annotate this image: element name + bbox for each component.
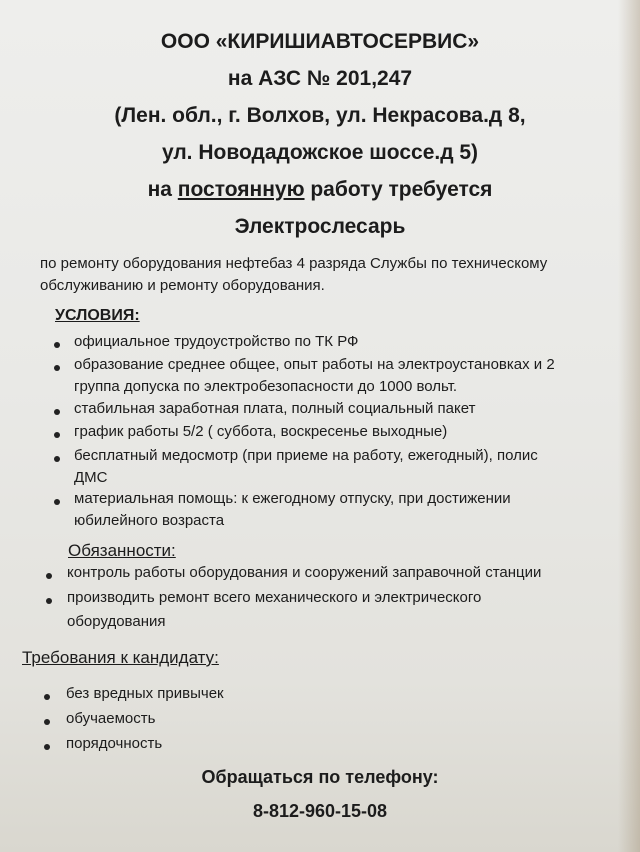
hiring-suffix: работу требуется — [310, 178, 493, 201]
bullet-icon — [54, 499, 60, 505]
bullet-icon — [54, 456, 60, 462]
contact-phone: 8-812-960-15-08 — [252, 801, 388, 821]
hiring-underlined: постоянную — [177, 178, 305, 201]
condition-item-cont: группа допуска по электробезопасности до 1000 вольт. — [74, 378, 458, 395]
condition-item-cont: юбилейного возраста — [74, 512, 225, 529]
bullet-icon — [46, 573, 52, 579]
bullet-icon — [54, 365, 60, 371]
paper-edge-shadow — [618, 0, 640, 852]
station-number: на АЗС № 201,247 — [227, 67, 413, 90]
description-line-1: по ремонту оборудования нефтебаз 4 разряда Службы по техническому — [40, 255, 548, 272]
requirement-item: порядочность — [66, 735, 163, 752]
hiring-prefix: на — [147, 178, 172, 201]
condition-item: стабильная заработная плата, полный социальный пакет — [74, 400, 476, 417]
address-line-2: ул. Новодадожское шоссе.д 5) — [161, 141, 479, 164]
duties-title: Обязанности: — [68, 541, 176, 560]
duty-item-cont: оборудования — [67, 613, 166, 630]
bullet-icon — [54, 432, 60, 438]
condition-item: материальная помощь: к ежегодному отпуску, при достижении — [74, 490, 511, 507]
condition-item: образование среднее общее, опыт работы на электроустановках и 2 — [74, 356, 555, 373]
contact-label: Обращаться по телефону: — [201, 767, 439, 787]
requirements-title: Требования к кандидату: — [22, 648, 219, 667]
description-line-2: обслуживанию и ремонту оборудования. — [40, 277, 325, 294]
bullet-icon — [46, 598, 52, 604]
requirement-item: без вредных привычек — [66, 685, 224, 702]
duty-item: контроль работы оборудования и сооружений заправочной станции — [67, 564, 542, 581]
requirement-item: обучаемость — [66, 710, 156, 727]
hiring-line — [0, 178, 640, 202]
company-name: ООО «КИРИШИАВТОСЕРВИС» — [160, 30, 480, 53]
position-title: Электрослесарь — [234, 215, 406, 238]
condition-item: график работы 5/2 ( суббота, воскресенье выходные) — [74, 423, 448, 440]
bullet-icon — [54, 409, 60, 415]
address-line-1: (Лен. обл., г. Волхов, ул. Некрасова.д 8, — [114, 104, 526, 127]
bullet-icon — [44, 694, 50, 700]
conditions-title: УСЛОВИЯ: — [55, 307, 140, 324]
condition-item-cont: ДМС — [74, 469, 108, 486]
bullet-icon — [54, 342, 60, 348]
bullet-icon — [44, 744, 50, 750]
duty-item: производить ремонт всего механического и электрического — [67, 589, 482, 606]
condition-item: бесплатный медосмотр (при приеме на работу, ежегодный), полис — [74, 447, 538, 464]
bullet-icon — [44, 719, 50, 725]
condition-item: официальное трудоустройство по ТК РФ — [74, 333, 359, 350]
